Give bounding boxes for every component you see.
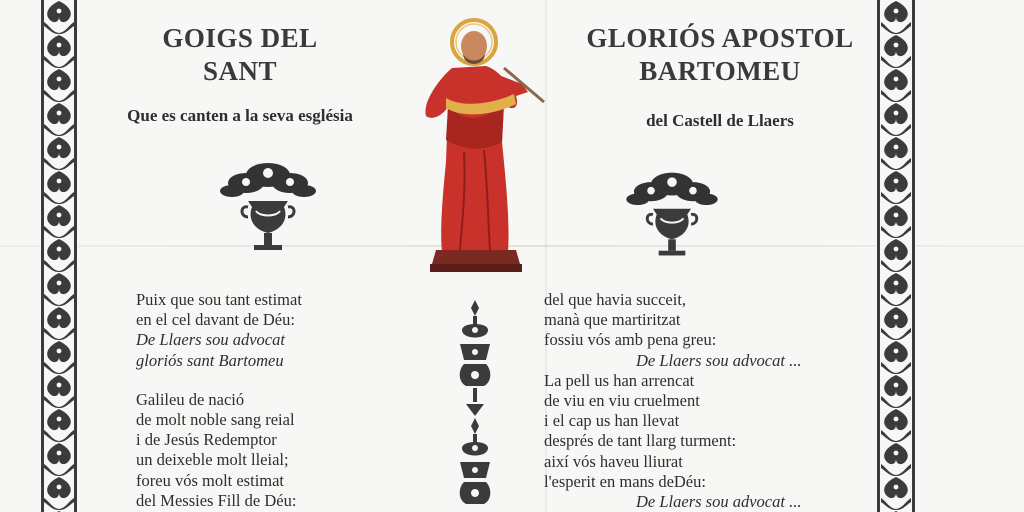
- title-right-line-2: BARTOMEU: [639, 56, 801, 86]
- title-left: [140, 22, 340, 88]
- verse-line: del Messies Fill de Déu:: [136, 490, 297, 510]
- verse-line: després de tant llarg turment:: [544, 431, 737, 451]
- verse-line: Galileu de nació: [136, 389, 245, 409]
- verse-line: i de Jesús Redemptor: [136, 430, 277, 450]
- subtitle-left: Que es canten a la seva església: [127, 106, 353, 125]
- verse-line: del que havia succeit,: [544, 290, 687, 309]
- title-right-line-1: GLORIÓS APOSTOL: [586, 23, 854, 53]
- subtitle-right: del Castell de Llaers: [646, 111, 794, 130]
- title-left-line-2: SANT: [202, 56, 278, 86]
- verse-line: en el cel davant de Déu:: [136, 310, 295, 330]
- verse-line: i el cap us han llevat: [544, 411, 680, 431]
- right-ornamental-border-icon: [876, 0, 916, 512]
- saint-statue-icon: [412, 12, 547, 274]
- verse-line: Puix que sou tant estimat: [136, 290, 302, 309]
- title-right: [560, 22, 880, 88]
- title-left-line-1: GOIGS DEL: [162, 23, 318, 53]
- verse-line: de viu en viu cruelment: [544, 391, 700, 411]
- verse-line: l'esperit en mans deDéu:: [544, 471, 706, 491]
- verses-right: [544, 290, 864, 512]
- verse-line: foreu vós molt estimat: [136, 470, 285, 490]
- left-ornamental-border-icon: [40, 0, 78, 512]
- verse-line: un deixeble molt lleial;: [136, 450, 289, 470]
- flower-vase-icon: [218, 155, 318, 260]
- verse-line: La pell us han arrencat: [544, 370, 695, 390]
- verse-line: fossiu vós amb pena greu:: [544, 330, 717, 350]
- refrain-line: De Llaers sou advocat: [136, 330, 285, 350]
- verse-line: manà que martiritzat: [544, 310, 681, 330]
- verse-line: de molt noble sang reial: [136, 410, 295, 430]
- verse-line: així vós haveu lliurat: [544, 451, 683, 471]
- refrain-line: De Llaers sou advocat ...: [636, 492, 802, 512]
- refrain-line: gloriós sant Bartomeu: [136, 350, 284, 370]
- verses-left: [136, 290, 436, 511]
- flower-vase-icon: [622, 165, 722, 265]
- ornamental-divider-icon: [456, 300, 494, 512]
- refrain-line: De Llaers sou advocat ...: [636, 350, 802, 370]
